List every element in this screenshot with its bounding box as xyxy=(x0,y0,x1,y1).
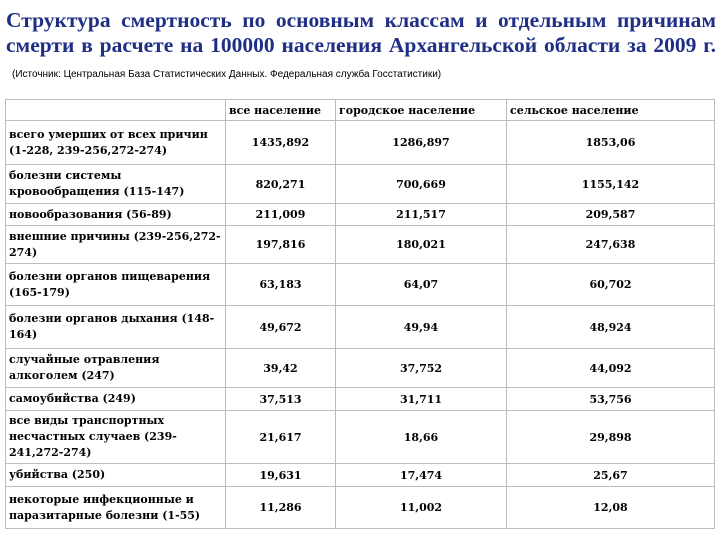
header-rural-population: сельское население xyxy=(507,100,715,121)
cell-all: 11,286 xyxy=(226,487,336,529)
row-label: болезни системы кровообращения (115-147) xyxy=(6,165,226,204)
cell-rural: 1155,142 xyxy=(507,165,715,204)
table-row xyxy=(6,306,715,349)
row-label: убийства (250) xyxy=(6,464,226,487)
cell-all: 820,271 xyxy=(226,165,336,204)
row-label: все виды транспортных несчастных случаев (239-241,272-274) xyxy=(6,411,226,464)
table-row xyxy=(6,264,715,306)
cell-urban: 11,002 xyxy=(336,487,507,529)
cell-urban: 31,711 xyxy=(336,388,507,411)
table-row xyxy=(6,349,715,388)
cell-rural: 25,67 xyxy=(507,464,715,487)
table-header-row xyxy=(6,100,715,121)
cell-all: 211,009 xyxy=(226,204,336,226)
cell-rural: 209,587 xyxy=(507,204,715,226)
cell-urban: 180,021 xyxy=(336,226,507,264)
mortality-table xyxy=(5,99,715,529)
cell-rural: 29,898 xyxy=(507,411,715,464)
header-cause xyxy=(6,100,226,121)
table-row xyxy=(6,487,715,529)
row-label: самоубийства (249) xyxy=(6,388,226,411)
cell-rural: 53,756 xyxy=(507,388,715,411)
table-row xyxy=(6,165,715,204)
cell-all: 197,816 xyxy=(226,226,336,264)
table-row xyxy=(6,226,715,264)
cell-all: 37,513 xyxy=(226,388,336,411)
cell-all: 19,631 xyxy=(226,464,336,487)
row-label: случайные отравления алкоголем (247) xyxy=(6,349,226,388)
table-row xyxy=(6,121,715,165)
slide-title xyxy=(6,8,716,87)
title-text: Структура смертность по основным классам и отдельным причинам смерти в расчете на 100000 населения Архангельской области за 2009 г. xyxy=(6,8,716,57)
cell-urban: 1286,897 xyxy=(336,121,507,165)
cell-urban: 64,07 xyxy=(336,264,507,306)
row-label: некоторые инфекционные и паразитарные болезни (1-55) xyxy=(6,487,226,529)
table-row xyxy=(6,204,715,226)
cell-urban: 49,94 xyxy=(336,306,507,349)
cell-all: 1435,892 xyxy=(226,121,336,165)
cell-rural: 44,092 xyxy=(507,349,715,388)
cell-rural: 1853,06 xyxy=(507,121,715,165)
source-note: (Источник: Центральная База Статистических Данных. Федеральная служба Госстатистики) xyxy=(12,69,442,80)
cell-all: 39,42 xyxy=(226,349,336,388)
row-label: болезни органов дыхания (148-164) xyxy=(6,306,226,349)
header-urban-population: городское население xyxy=(336,100,507,121)
cell-all: 63,183 xyxy=(226,264,336,306)
table-row xyxy=(6,411,715,464)
cell-urban: 17,474 xyxy=(336,464,507,487)
table-row xyxy=(6,464,715,487)
table-row xyxy=(6,388,715,411)
row-label: внешние причины (239-256,272-274) xyxy=(6,226,226,264)
cell-all: 21,617 xyxy=(226,411,336,464)
cell-rural: 247,638 xyxy=(507,226,715,264)
cell-urban: 37,752 xyxy=(336,349,507,388)
cell-rural: 12,08 xyxy=(507,487,715,529)
cell-rural: 48,924 xyxy=(507,306,715,349)
row-label: новообразования (56-89) xyxy=(6,204,226,226)
row-label: болезни органов пищеварения (165-179) xyxy=(6,264,226,306)
row-label: всего умерших от всех причин (1-228, 239-256,272-274) xyxy=(6,121,226,165)
cell-urban: 18,66 xyxy=(336,411,507,464)
cell-urban: 211,517 xyxy=(336,204,507,226)
cell-urban: 700,669 xyxy=(336,165,507,204)
cell-all: 49,672 xyxy=(226,306,336,349)
cell-rural: 60,702 xyxy=(507,264,715,306)
header-all-population: все население xyxy=(226,100,336,121)
